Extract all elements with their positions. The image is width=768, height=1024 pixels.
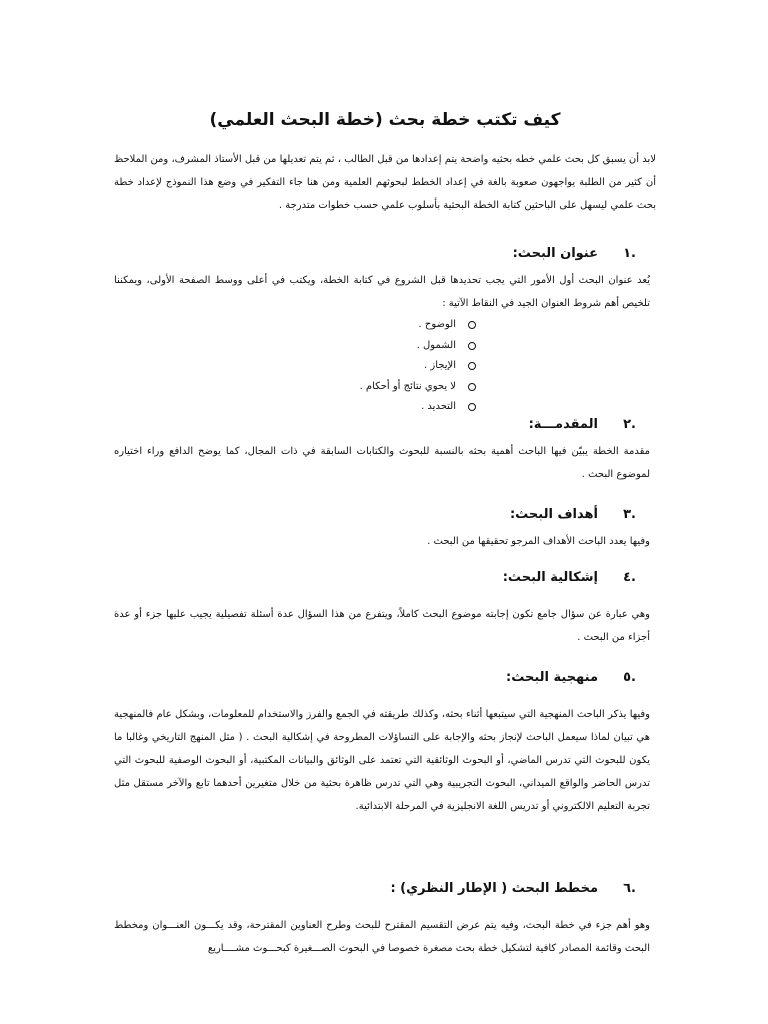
section-heading-text: منهجية البحث: bbox=[506, 669, 598, 685]
section-heading bbox=[114, 243, 636, 265]
conditions-list bbox=[114, 315, 650, 418]
section-body: وهي عبارة عن سؤال جامع تكون إجابته موضوع البحث كاملاً، ويتفرع من هذا السؤال عدة أسئلة تفصيلية يجيب عليها جزء أو عدة أجزاء من البحث . bbox=[114, 608, 650, 643]
list-item: التحديد . bbox=[114, 397, 476, 418]
circle-bullet-icon bbox=[468, 342, 476, 350]
section-heading bbox=[114, 504, 636, 526]
section-body: وهو أهم جزء في خطة البحث، وفيه يتم عرض التقسيم المقترح للبحث وطرح العناوين المقترحة، وقد يكـــون العنـــوان ومخطط البحث وقائمة المصادر كافية لتشكيل خطة بحث مصغرة خصوصا في البحوث الصـــغيرة كبحـــوث مشــــاريع bbox=[114, 919, 650, 954]
section-objectives bbox=[114, 504, 656, 553]
section-problem bbox=[114, 567, 656, 649]
section-number: ٢. bbox=[623, 416, 636, 432]
section-number: ٣. bbox=[623, 506, 636, 522]
section-heading bbox=[114, 878, 636, 900]
list-item: الإيجاز . bbox=[114, 356, 476, 377]
section-number: ٤. bbox=[623, 569, 636, 585]
section-introduction bbox=[114, 414, 656, 486]
section-body: يُعد عنوان البحث أول الأمور التي يجب تحديدها قبل الشروع في كتابة الخطة، ويكتب في أعلى ووسط الصفحة الأولى، ويمكننا تلخيص أهم شروط العنوان الجيد في النقاط الآتية : bbox=[114, 275, 650, 309]
circle-bullet-icon bbox=[468, 383, 476, 391]
section-methodology bbox=[114, 667, 656, 818]
section-heading-text: إشكالية البحث: bbox=[502, 569, 598, 585]
circle-bullet-icon bbox=[468, 403, 476, 411]
section-heading-text: المقدمـــة: bbox=[528, 416, 598, 432]
intro-paragraph: لابد أن يسبق كل بحث علمي خطه بحثيه واضحة يتم إعدادها من قبل الطالب ، ثم يتم تعديلها من قبل الأستاذ المشرف، ومن الملاحظ أن كثير من الطلبة يواجهون صعوبة بالغة في إعداد الخطط لبحوثهم العلمية ومن هنا جاء التفكير في وضع هذا النموذج لإعداد خطة بحث علمي ليسهل على الباحثين كتابة الخطة البحثية بأسلوب علمي حسب خطوات متدرجة . bbox=[114, 154, 656, 211]
circle-bullet-icon bbox=[468, 321, 476, 329]
section-research-title bbox=[114, 243, 656, 418]
list-item: الشمول . bbox=[114, 336, 476, 357]
section-heading bbox=[114, 567, 636, 589]
section-number: ١. bbox=[623, 246, 636, 261]
section-heading-text: أهداف البحث: bbox=[509, 506, 598, 522]
section-number: ٦. bbox=[623, 880, 636, 896]
section-body: مقدمة الخطة يبيّن فيها الباحث أهمية بحثه بالنسبة للبحوث والكتابات السابقة في ذات المجال، كما يوضح الدافع وراء اختياره لموضوع البحث . bbox=[114, 445, 650, 480]
list-item: لا يحوي نتائج أو أحكام . bbox=[114, 377, 476, 398]
section-heading bbox=[114, 667, 636, 689]
section-heading-text: عنوان البحث: bbox=[512, 246, 598, 261]
section-body: وفيها يعدد الباحث الأهداف المرجو تحقيقها من البحث . bbox=[427, 535, 650, 547]
section-number: ٥. bbox=[623, 669, 636, 685]
section-body: وفيها يذكر الباحث المنهجية التي سيتبعها أثناء بحثه، وكذلك طريقته في الجمع والفرز والاستخدام للمعلومات، وبشكل عام فالمنهجية هي تبيان لماذا سيعمل الباحث لإنجاز بحثه والإجابة على التساؤلات المطروحة في إشكالية البحث . ( مثل المنهج التاريخي وغالبا ما يكون للبحوث التي تدرس الماضي، أو البحوث الوثائقية التي تعتمد على الوثائق والبيانات المكتبية، أو البحوث الوصفية للبحوث التي تدرس الحاضر والواقع الميداني، البحوث التجريبية وهي التي تدرس ظاهرة بحثية من خلال متغيرين أحدهما تابع والآخر مستقل مثل تجربة التعليم الالكتروني أو تدريس اللغة الانجليزية في المرحلة الابتدائية. bbox=[114, 708, 650, 812]
list-item: الوضوح . bbox=[114, 315, 476, 336]
section-outline bbox=[114, 878, 656, 960]
section-heading bbox=[114, 414, 636, 436]
page-title: كيف تكتب خطة بحث (خطة البحث العلمي) bbox=[209, 110, 561, 130]
circle-bullet-icon bbox=[468, 362, 476, 370]
section-heading-text: مخطط البحث ( الإطار النظري) : bbox=[390, 880, 598, 896]
